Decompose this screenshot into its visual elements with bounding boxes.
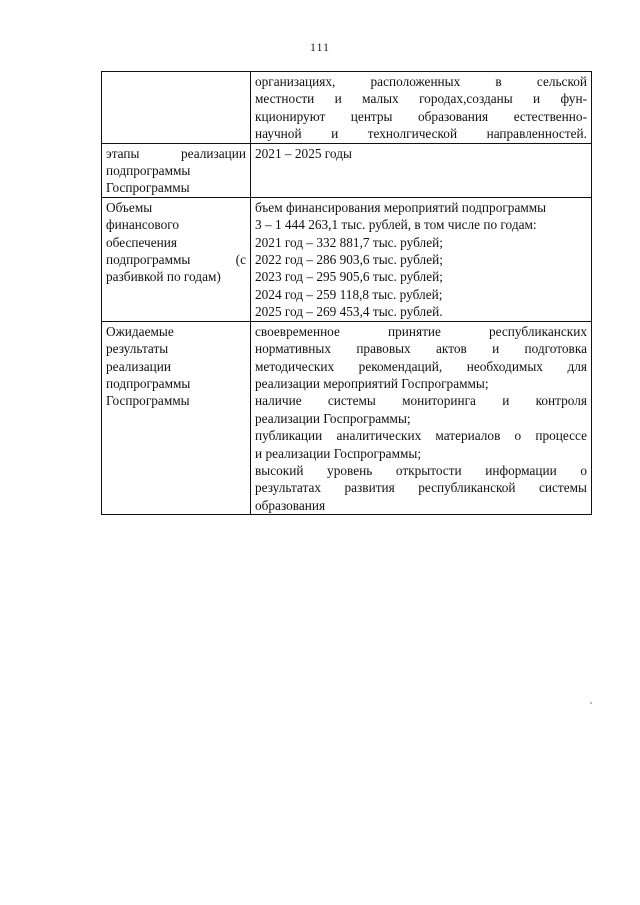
label-line: разбивкой по годам) [106, 269, 221, 285]
text-line: 2022 год – 286 903,6 тыс. рублей; [255, 252, 443, 268]
text-line: 2025 год – 269 453,4 тыс. рублей. [255, 304, 443, 320]
row-value-continuation [251, 72, 592, 144]
text-line: своевременное принятие республиканских [255, 323, 587, 339]
label-line: финансового [106, 217, 180, 233]
page-number: 111 [309, 40, 331, 54]
text-line: 2023 год – 295 905,6 тыс. рублей; [255, 269, 443, 285]
label-line: обеспечения [106, 234, 177, 250]
text-line: 2024 год – 259 118,8 тыс. рублей; [255, 286, 443, 302]
text-line: кционируют центры образования естественно- [255, 108, 587, 124]
label-line: результаты [106, 341, 169, 357]
text-line: 3 – 1 444 263,1 тыс. рублей, в том числе по годам: [255, 217, 537, 233]
label-line: подпрограммы [106, 163, 191, 179]
label-line: Госпрограммы [106, 393, 190, 409]
text-line: и реализации Госпрограммы; [255, 445, 422, 461]
text-line: местности и малых городах,созданы и фун- [255, 91, 587, 107]
program-passport-table [101, 71, 592, 515]
text-line: наличие системы мониторинга и контроля [255, 393, 587, 409]
row-value-stages [251, 143, 592, 197]
text-line: нормативных правовых актов и подготовка [255, 341, 587, 357]
label-line: этапы реализации [106, 145, 246, 161]
label-line: Объемы [106, 199, 153, 215]
label-line: Госпрограммы [106, 180, 190, 196]
text-line: научной и технолгической направленностей. [255, 126, 587, 142]
text-line: организациях, расположенных в сельской [255, 74, 587, 89]
text-line: образования [255, 497, 326, 513]
label-line: Ожидаемые [106, 323, 174, 339]
row-label-empty [102, 72, 251, 144]
text-line: 2021 – 2025 годы [255, 145, 352, 161]
table-row-stages [102, 143, 592, 197]
table-row-expected-results [102, 321, 592, 514]
text-line: публикации аналитических материалов о процессе [255, 428, 587, 444]
text-line: методических рекомендаций, необходимых для [255, 358, 587, 374]
label-line: подпрограммы (с [106, 252, 246, 268]
scan-dot [590, 702, 592, 704]
row-label-funding [102, 197, 251, 321]
text-line: реализации Госпрограммы; [255, 410, 411, 426]
row-value-funding [251, 197, 592, 321]
table-row-continuation [102, 72, 592, 144]
row-value-expected-results [251, 321, 592, 514]
text-line: реализации мероприятий Госпрограммы; [255, 375, 489, 391]
row-label-expected-results [102, 321, 251, 514]
row-label-stages [102, 143, 251, 197]
text-line: 2021 год – 332 881,7 тыс. рублей; [255, 234, 443, 250]
table-row-funding [102, 197, 592, 321]
text-line: результатах развития республиканской системы [255, 480, 587, 496]
label-line: реализации [106, 358, 171, 374]
label-line: подпрограммы [106, 375, 191, 391]
text-line: бъем финансирования мероприятий подпрограммы [255, 199, 547, 215]
text-line: высокий уровень открытости информации о [255, 462, 587, 478]
